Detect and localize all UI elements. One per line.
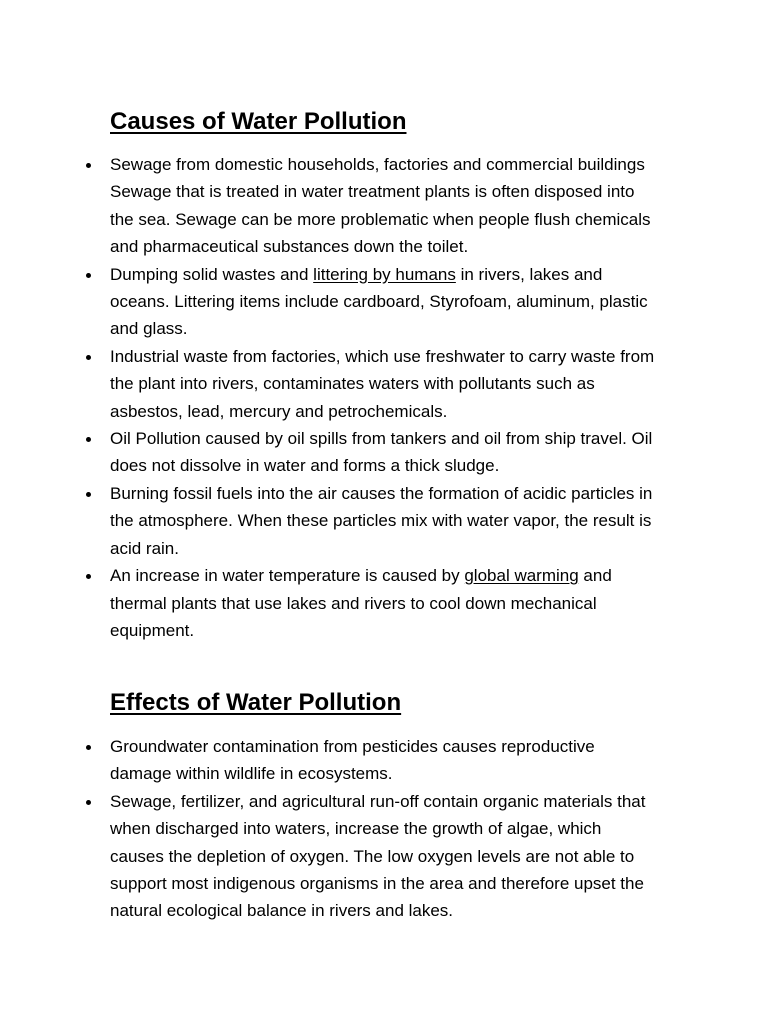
list-item-text: Sewage, fertilizer, and agricultural run-off contain organic materials that when discharged into waters, increase the growth of algae, which causes the depletion of oxygen. The low oxygen levels are not able to support most indigenous organisms in the area and therefore upset the natural ecological balance in rivers and lakes. [110,791,646,921]
littering-by-humans-link[interactable]: littering by humans [313,264,456,284]
bullet-icon [86,562,94,589]
bullet-icon [86,480,94,507]
list-item-text-after: and thermal plants that use lakes and rivers to cool down mechanical equipment. [110,566,612,640]
list-item-text: Burning fossil fuels into the air causes the formation of acidic particles in the atmosphere. When these particles mix with water vapor, the result is acid rain. [110,483,653,558]
effects-list [0,733,768,925]
bullet-icon [86,733,94,760]
list-item-text: Groundwater contamination from pesticides causes reproductive damage within wildlife in ecosystems. [110,737,595,784]
list-item-text-before: Dumping solid wastes and [110,264,314,284]
list-item-text: Oil Pollution caused by oil spills from tankers and oil from ship travel. Oil does not dissolve in water and forms a thick sludge. [110,429,653,476]
global-warming-link[interactable]: global warming [464,566,579,586]
list-item [0,261,655,343]
bullet-icon [86,261,94,288]
list-item [0,343,655,425]
list-item-text-after: in rivers, lakes and oceans. Littering items include cardboard, Styrofoam, aluminum, plastic and glass. [110,264,648,339]
list-item [0,562,655,644]
list-item [0,733,655,788]
bullet-icon [86,151,94,178]
bullet-icon [86,343,94,370]
list-item [0,788,655,925]
list-item-text-before: An increase in water temperature is caused by [110,566,465,586]
list-item [0,425,655,480]
list-item [0,480,655,562]
list-item [0,151,655,261]
list-item-text: Sewage from domestic households, factories and commercial buildings Sewage that is treated in water treatment plants is often disposed into the sea. Sewage can be more problematic when people flush chemicals and pharmaceutical substances down the toilet. [110,155,651,257]
effects-heading: Effects of Water Pollution [110,689,402,716]
list-item-text: Industrial waste from factories, which use freshwater to carry waste from the plant into rivers, contaminates waters with pollutants such as asbestos, lead, mercury and petrochemicals. [110,346,655,421]
bullet-icon [86,425,94,452]
bullet-icon [86,788,94,815]
causes-heading: Causes of Water Pollution [110,108,407,135]
causes-list [0,151,768,644]
